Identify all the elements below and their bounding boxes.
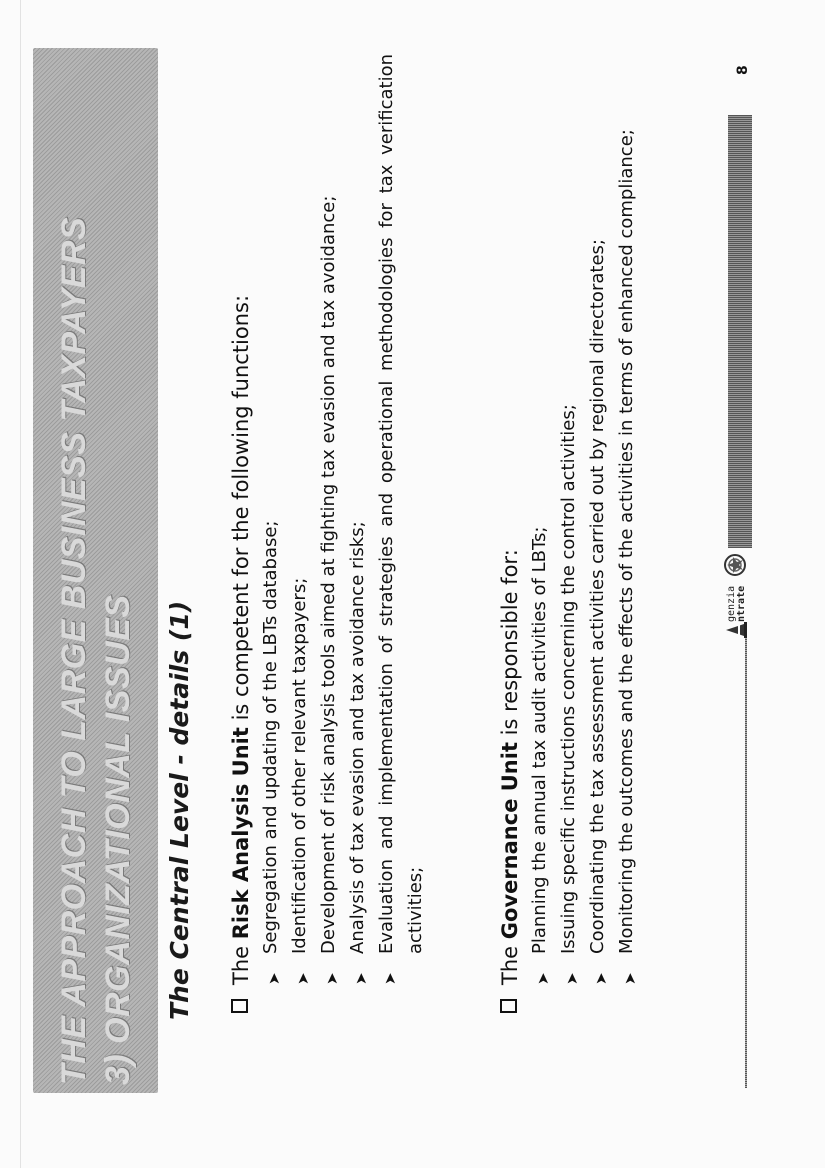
governance-unit-heading — [497, 13, 523, 1013]
list-item — [343, 13, 372, 985]
logo-text-line2: ntrate — [736, 585, 747, 622]
arrowhead-bullet-icon: ➤ — [534, 972, 552, 985]
unit-name: Risk Analysis Unit — [229, 727, 253, 940]
list-item-text: Development of risk analysis tools aimed at fighting tax evasion and tax avoidance; — [318, 195, 339, 954]
unit-suffix: is responsible for: — [498, 549, 522, 742]
unit-prefix: The — [498, 939, 522, 985]
arrowhead-bullet-icon: ➤ — [294, 972, 312, 985]
list-item-text: Monitoring the outcomes and the effects of the activities in terms of enhanced compliance; — [616, 129, 637, 954]
title-banner — [33, 48, 158, 1093]
risk-analysis-functions-list — [256, 13, 430, 1013]
unit-name: Governance Unit — [498, 742, 522, 940]
arrowhead-bullet-icon: ➤ — [323, 972, 341, 985]
list-item-text: Segregation and updating of the LBTs database; — [260, 520, 281, 954]
arrowhead-bullet-icon: ➤ — [352, 972, 370, 985]
footer-rule-right — [728, 115, 752, 548]
slide-subtitle: The Central Level - details (1) — [165, 600, 194, 1020]
list-item — [372, 13, 430, 985]
list-item — [554, 13, 583, 985]
list-item — [525, 13, 554, 985]
unit-suffix: is competent for the following functions: — [229, 294, 253, 728]
list-item-text: Analysis of tax evasion and tax avoidance risks; — [347, 521, 368, 954]
arrowhead-bullet-icon: ➤ — [265, 972, 283, 985]
arrowhead-bullet-icon: ➤ — [592, 972, 610, 985]
list-item — [612, 13, 641, 985]
list-item — [256, 13, 285, 985]
slide-title: THE APPROACH TO LARGE BUSINESS TAXPAYERS — [55, 216, 93, 1085]
logo-text-line1: genzia — [726, 585, 737, 622]
agenzia-entrate-logo — [718, 552, 754, 638]
logo-letter-a-icon — [724, 622, 748, 638]
list-item — [285, 13, 314, 985]
governance-unit-section — [497, 13, 641, 1013]
list-item-text: Planning the annual tax audit activities of LBTs; — [529, 526, 550, 954]
republic-emblem-icon — [719, 553, 751, 577]
slide-section-title: 3) ORGANIZATIONAL ISSUES — [99, 594, 137, 1085]
arrowhead-bullet-icon: ➤ — [563, 972, 581, 985]
list-item-text: Issuing specific instructions concerning the control activities; — [558, 404, 579, 954]
unit-prefix: The — [229, 939, 253, 985]
list-item-text: Evaluation and implementation of strategies and operational methodologies for tax verification activities; — [376, 54, 426, 954]
risk-analysis-unit-section — [228, 13, 430, 1013]
arrowhead-bullet-icon: ➤ — [621, 972, 639, 985]
list-item-text: Coordinating the tax assessment activities carried out by regional directorates; — [587, 239, 608, 954]
arrowhead-bullet-icon: ➤ — [381, 972, 399, 985]
checkbox-bullet-icon — [500, 999, 517, 1013]
footer-rule-left — [745, 635, 747, 1088]
list-item — [583, 13, 612, 985]
page-number: 8 — [735, 65, 751, 75]
list-item — [314, 13, 343, 985]
risk-analysis-unit-heading — [228, 13, 254, 1013]
checkbox-bullet-icon — [231, 999, 248, 1013]
list-item-text: Identification of other relevant taxpayers; — [289, 577, 310, 954]
governance-responsibilities-list — [525, 13, 641, 1013]
